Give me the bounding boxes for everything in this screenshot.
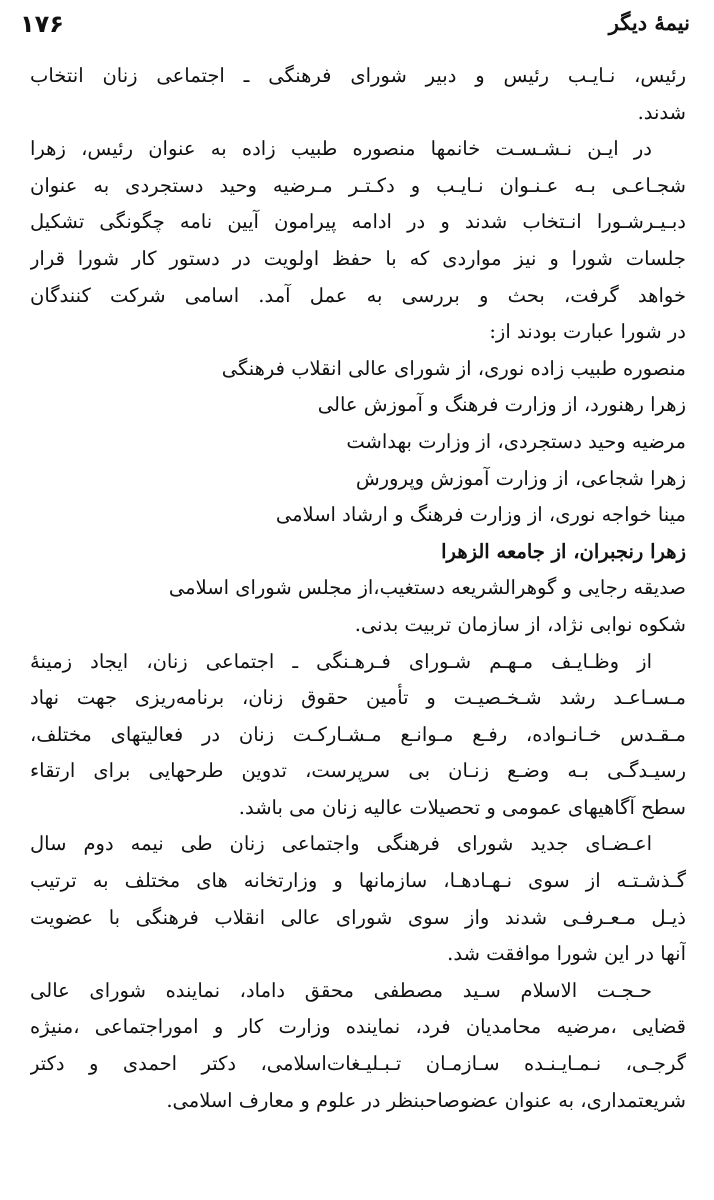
- text-line: گرجـی، نـمـایـنـده سـازمـان تـبـلیـغات‌اسلامی، دکتر احمدی و دکتر: [30, 1052, 686, 1076]
- text-line: در شورا عبارت بودند از:: [489, 320, 686, 344]
- text-line: رسیـدگـی بـه وضـع زنـان بی سرپرست، تدوین طرحهایی برای ارتقاء: [30, 759, 686, 783]
- text-line: مینا خواجه نوری، از وزارت فرهنگ و ارشاد اسلامی: [275, 503, 686, 527]
- text-line: مـسـاعـد رشد شـخـصیـت و تأمین حقوق زنان، برنامه‌ریزی جهت نهاد: [30, 686, 686, 710]
- text-line: شدند.: [637, 100, 686, 124]
- text-line: مـقـدس خـانـواده، رفـع مـوانـع مـشـارکـت زنان در فعالیتهای مختلف،: [30, 722, 686, 746]
- page-number: ۱۷۶: [20, 10, 64, 38]
- text-line: شجـاعـی بـه عـنـوان نـایـب و دکـتـر مـرضیه وحید دستجردی به عنوان: [30, 173, 686, 197]
- text-line: قضایی ،مرضیه محامدیان فرد، نماینده وزارت کار و اموراجتماعی ،منیژه: [30, 1015, 686, 1039]
- body-text: [30, 58, 686, 1119]
- text-line: جلسات شورا و نیز مواردی که با حفظ اولویت در دستور کار شورا قرار: [30, 246, 686, 270]
- text-line: منصوره طبیب زاده نوری، از شورای عالی انقلاب فرهنگی: [221, 356, 686, 380]
- text-line: آنها در این شورا موافقت شد.: [447, 942, 686, 966]
- text-line: سطح آگاهیهای عمومی و تحصیلات عالیه زنان می باشد.: [238, 795, 686, 819]
- text-line: دبـیـرشـورا انـتخاب شدند و در ادامه پیرامون آیین نامه چگونگی تشکیل: [30, 210, 686, 234]
- text-line: زهرا رهنورد، از وزارت فرهنگ و آموزش عالی: [317, 393, 686, 417]
- text-line: گـذشـتـه از سوی نـهـادهـا، سازمانها و وزارتخانه های مختلف به ترتیب: [30, 869, 686, 893]
- text-line: رئیس، نـایـب رئیس و دبیر شورای فرهنگی ـ اجتماعی زنان انتخاب: [30, 64, 686, 87]
- text-line: شریعتمداری، به عنوان عضوصاحبنظر در علوم و معارف اسلامی.: [166, 1088, 686, 1112]
- text-line: زهرا رنجبران، از جامعه الزهرا: [441, 539, 686, 563]
- text-line: اعـضـای جدید شورای فرهنگی واجتماعی زنان طی نیمه دوم سال: [30, 832, 652, 856]
- running-title: نیمهٔ دیگر: [608, 10, 690, 35]
- text-line: مرضیه وحید دستجردی، از وزارت بهداشت: [346, 429, 686, 453]
- text-line: خواهد گرفت، بحث و بررسی به عمل آمد. اسامی شرکت کنندگان: [30, 283, 686, 307]
- text-line: ذیـل مـعـرفـی شدند واز سوی شورای عالی انقلاب فرهنگی با عضویت: [30, 905, 686, 929]
- text-line: زهرا شجاعی، از وزارت آموزش وپرورش: [355, 466, 686, 490]
- text-line: حـجـت الاسلام سـید مصطفی محقق داماد، نماینده شورای عالی: [30, 978, 652, 1002]
- text-line: صدیقه رجایی و گوهرالشریعه دستغیب،از مجلس شورای اسلامی: [168, 576, 686, 600]
- page-header: [20, 8, 690, 44]
- text-line: از وظـایـف مـهـم شـورای فـرهـنگی ـ اجتماعی زنان، ایجاد زمینهٔ: [30, 649, 652, 673]
- text-line: در ایـن نـشـسـت خانمها منصوره طبیب زاده به عنوان رئیس، زهرا: [30, 137, 652, 161]
- text-line: شکوه نوابی نژاد، از سازمان تربیت بدنی.: [354, 612, 686, 636]
